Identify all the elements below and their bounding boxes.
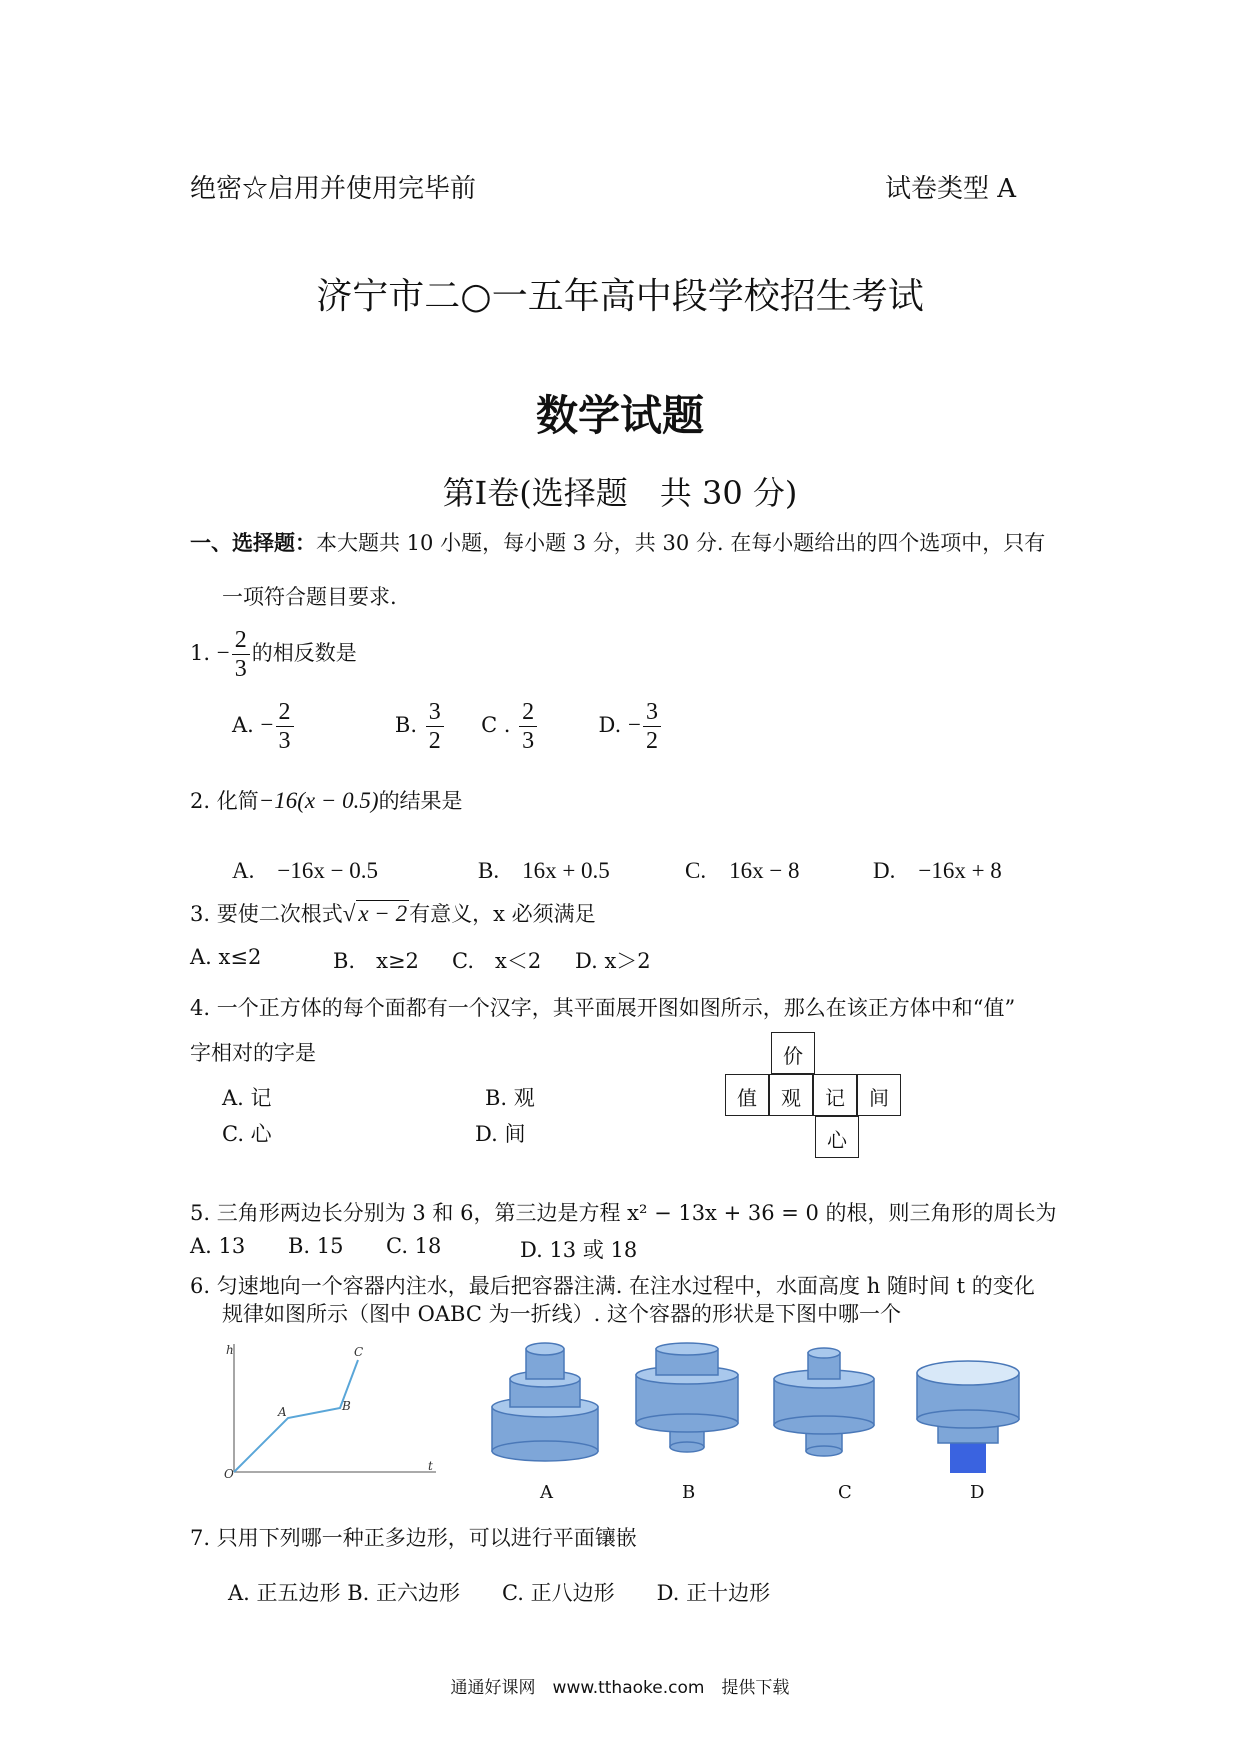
q1-text: 的相反数是 bbox=[251, 641, 357, 665]
paper-type-label: 试卷类型 A bbox=[885, 174, 1017, 204]
subject-title: 数学试题 bbox=[535, 391, 704, 440]
graph-polyline bbox=[234, 1360, 358, 1472]
question-1 bbox=[190, 626, 357, 683]
q4-option-a: A. 记 bbox=[222, 1086, 272, 1110]
q4-option-b: B. 观 bbox=[485, 1086, 535, 1110]
q7-options: A. 正五边形 B. 正六边形 C. 正八边形 D. 正十边形 bbox=[228, 1581, 771, 1605]
section-intro bbox=[190, 527, 1045, 557]
section-text: 本大题共 10 小题，每小题 3 分，共 30 分. 在每小题给出的四个选项中，只有 bbox=[316, 531, 1046, 555]
question-2: 2. 化简−16(x − 0.5)的结果是 bbox=[190, 788, 463, 813]
container-label-d: D bbox=[970, 1482, 985, 1503]
q2-option-b: B. 16x + 0.5 bbox=[478, 858, 610, 883]
q2-option-d: D. −16x + 8 bbox=[873, 858, 1002, 883]
net-cell-top: 价 bbox=[771, 1032, 815, 1074]
question-4-line2: 字相对的字是 bbox=[190, 1041, 316, 1065]
question-6: 6. 匀速地向一个容器内注水，最后把容器注满. 在注水过程中，水面高度 h 随时间 t 的变化 bbox=[190, 1274, 1035, 1298]
q2-expression: −16(x − 0.5) bbox=[258, 788, 379, 813]
graph-point-c: C bbox=[354, 1345, 364, 1359]
q1-option-d: D. − $\frac{3}{2}$ bbox=[599, 713, 663, 737]
q2-option-a: A. −16x − 0.5 bbox=[232, 858, 379, 883]
containers-figure bbox=[480, 1335, 1040, 1485]
q5-option-b: B. 15 bbox=[288, 1234, 344, 1258]
q1-number: 1. bbox=[190, 641, 211, 665]
part-title: 第Ⅰ卷(选择题 共 30 分) bbox=[442, 474, 798, 512]
section-intro-2: 一项符合题目要求. bbox=[222, 585, 397, 609]
q1-option-a: A. − $\frac{2}{3}$ bbox=[232, 713, 296, 737]
container-label-a: A bbox=[540, 1482, 553, 1503]
q1-fraction bbox=[232, 626, 250, 683]
container-d-base bbox=[950, 1443, 986, 1473]
question-3: 3. 要使二次根式√ x − 2有意义，x 必须满足 bbox=[190, 901, 596, 926]
container-c bbox=[774, 1348, 874, 1456]
container-a bbox=[492, 1343, 598, 1461]
q3-option-a: A. x≤2 bbox=[190, 945, 262, 969]
sqrt-symbol: √ bbox=[342, 901, 356, 926]
footer-source: 通通好课网 www.tthaoke.com 提供下载 bbox=[450, 1678, 790, 1698]
container-b bbox=[636, 1343, 738, 1452]
net-cell-3: 记 bbox=[813, 1074, 857, 1116]
container-label-b: B bbox=[682, 1482, 696, 1503]
section-label: 一、选择题： bbox=[190, 530, 316, 555]
graph-point-b: B bbox=[342, 1399, 351, 1413]
q1-sign: − bbox=[216, 640, 230, 665]
q5-option-c: C. 18 bbox=[386, 1234, 442, 1258]
net-cell-bottom: 心 bbox=[815, 1116, 859, 1158]
water-level-graph bbox=[222, 1340, 442, 1480]
net-cell-2: 观 bbox=[769, 1074, 813, 1116]
container-d bbox=[917, 1361, 1019, 1473]
graph-origin-label: O bbox=[224, 1467, 234, 1480]
net-cell-1: 值 bbox=[725, 1074, 769, 1116]
q4-option-d: D. 间 bbox=[475, 1122, 526, 1146]
q3-option-d: D. x＞2 bbox=[575, 949, 651, 973]
question-6-line2: 规律如图所示（图中 OABC 为一折线）. 这个容器的形状是下图中哪一个 bbox=[222, 1302, 901, 1326]
q3-radicand: x − 2 bbox=[358, 901, 408, 926]
graph-x-label: t bbox=[428, 1459, 433, 1473]
exam-title: 济宁市二○一五年高中段学校招生考试 bbox=[316, 276, 924, 317]
q2-option-c: C. 16x − 8 bbox=[685, 858, 800, 883]
q3-option-c: C. x＜2 bbox=[452, 949, 542, 973]
q1-numerator: 2 bbox=[232, 626, 250, 655]
question-7: 7. 只用下列哪一种正多边形，可以进行平面镶嵌 bbox=[190, 1526, 637, 1550]
q4-option-c: C. 心 bbox=[222, 1122, 272, 1146]
q5-option-a: A. 13 bbox=[190, 1234, 246, 1258]
question-5: 5. 三角形两边长分别为 3 和 6，第三边是方程 x² − 13x + 36 = 0 的根，则三角形的周长为 bbox=[190, 1201, 1057, 1225]
graph-y-label: h bbox=[226, 1343, 234, 1357]
container-label-c: C bbox=[838, 1482, 852, 1503]
question-4: 4. 一个正方体的每个面都有一个汉字，其平面展开图如图所示，那么在该正方体中和“值” bbox=[190, 996, 1016, 1020]
cube-net bbox=[725, 1032, 915, 1174]
confidential-label: 绝密☆启用并使用完毕前 bbox=[190, 174, 477, 204]
net-cell-4: 间 bbox=[857, 1074, 901, 1116]
q1-denominator: 3 bbox=[234, 656, 247, 682]
graph-point-a: A bbox=[278, 1405, 287, 1419]
q5-option-d: D. 13 或 18 bbox=[520, 1238, 638, 1262]
q1-option-c: C . $\frac{2}{3}$ bbox=[481, 713, 539, 737]
q1-option-b: B. $\frac{3}{2}$ bbox=[395, 713, 446, 737]
q1-options bbox=[232, 698, 663, 755]
q3-option-b: B. x≥2 bbox=[333, 949, 419, 973]
